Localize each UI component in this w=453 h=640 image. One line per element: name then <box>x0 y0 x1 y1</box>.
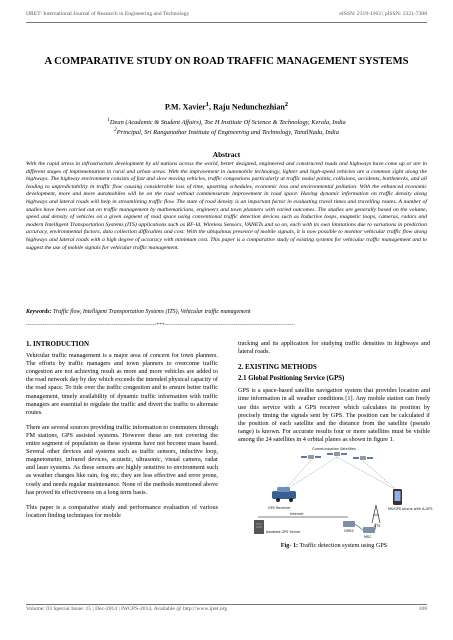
label-satellites: Communication Satellites <box>312 447 356 452</box>
abstract-heading: Abstract <box>212 150 241 159</box>
label-bts: BTS <box>374 524 381 529</box>
affiliation-2 <box>0 127 453 136</box>
author-1: P.M. Xavier <box>164 102 206 112</box>
affiliation-1 <box>0 117 453 126</box>
authors <box>0 101 453 112</box>
running-header <box>26 11 427 17</box>
methods-heading: 2. EXISTING METHODS <box>238 363 317 372</box>
label-mobile: MS/GPS phone with A-GPS <box>388 507 433 512</box>
keywords-text: Traffic flow, Intelligent Transportation Systems (ITS), Vehicular traffic management <box>51 309 251 315</box>
intro-paragraph-2: There are several sources providing traffic information to commuters through FM stations, GPS assisted systems. However these are not covering the entire segment of population as these systems have not become mass based. Several other devices and systems such as traffic sensors, inductive loop, magnetometer, infrared devices, acoustic, ultrasonic, visual camera, radar and laser systems. As these sensors are highly sensitive to environment such as weather changes like rain, fog etc, they are less effective and error prone, costly and needs regular maintenance. None of the methods mentioned above has proved its effectiveness on a long term basis. <box>26 423 218 496</box>
footer-volume: Volume: 03 Special Issue: 15 | Dec-2014 | IWCPS-2014, Available @ http://www.ijret.org <box>26 606 228 612</box>
paper-title: A COMPARATIVE STUDY ON ROAD TRAFFIC MANAGEMENT SYSTEMS <box>44 56 409 67</box>
label-msc: MSC <box>364 535 372 540</box>
gps-diagram <box>248 447 433 540</box>
right-column <box>238 340 433 550</box>
author-1-sup: 1 <box>205 101 209 108</box>
mobile-phone-icon <box>393 489 402 505</box>
keywords <box>26 309 427 315</box>
satellite-icon <box>327 452 347 456</box>
figure-caption <box>238 542 430 550</box>
label-internet: Internet <box>290 512 304 517</box>
gps-subheading: 2.1 Global Positioning Service (GPS) <box>238 375 345 383</box>
intro-paragraph-3: This paper is a comparative study and performance evaluation of various location finding techniques for mobile <box>26 503 218 519</box>
label-receiver: GPS Receiver <box>268 506 291 511</box>
footer-rule <box>26 604 427 605</box>
issn: eISSN: 2319-1163 | pISSN: 2321-7308 <box>339 11 427 17</box>
left-column <box>26 340 218 527</box>
intro-continuation: tracking and its application for studying traffic densities in highways and lateral roads. <box>238 340 430 356</box>
gmsc-icon <box>343 521 355 527</box>
gmsc-msc-link <box>355 524 363 530</box>
gps-figure <box>248 447 433 540</box>
section-separator: ----------------------------------------------------------------------***---------------------------------------------------------------------- <box>26 323 296 328</box>
satellite-icon <box>353 456 373 460</box>
author-separator: , <box>209 102 213 112</box>
affiliation-2-sup: 2 <box>114 127 117 133</box>
server-icon <box>254 520 264 534</box>
page-number: 108 <box>418 606 427 612</box>
abstract-text: With the rapid stress in infrastructure development by all nations across the world, better designed, engineered and constructed roads and highways have come up or are in different stages of implementation in rural and urban areas. With the improvement in automobile technology, lighter and high-speed vehicles are a common sight along the highways. The highway environment consists of fast and slow moving vehicles, traffic congestions particularly at traffic nodal points, collisions, accidents, bottlenecks, and all leading to unpredictability in traffic flow causing considerable loss of time, upsetting schedules, economic loss and environmental pollution. With the enhanced economic development, more and more automobiles will be on the road without commensurate improvement in road space. Having dynamic information on traffic density along highways and lateral roads will help in streamlining traffic flow. The state of road density is an important factor in evaluating travel times and travelling routes. A number of studies have been carried out on traffic management by mathematicians, engineers and town planners with varied outcomes. The studies are generally based on the volume, speed and density of vehicles on a given segment of road space using conventional traffic detection devices such as Inductive loops, magnetic loops, cameras, radars and modern Intelligent Transportation Systems (ITS) applications such as RF-Id, Wireless Sensors, VANETs and so on, each with its own limitations due to variations in prediction accuracy, environmental factors, data collection difficulties and cost. With the ubiquitous presence of mobile signals, it is now possible to monitor vehicular traffic flow along highways and lateral roads with a high degree of accuracy with minimum cost. This paper is a comparative study of existing systems for vehicular traffic management and to suggest the use of mobile signals for vehicular traffic management. <box>26 161 427 251</box>
running-footer <box>26 606 427 612</box>
intro-paragraph-1: Vehicular traffic management is a major area of concern for town planners. The efforts by traffic managers and town planners to overcome traffic congestion are not achieving result as more and more vehicles are added to the road network day by day which exceeds the intended physical capacity of the road space. To tide over the traffic congestion and to ensure better traffic management, timely availability of dynamic traffic information with traffic managers are essential to regulate the traffic and divert the traffic to alternate routes. <box>26 352 218 416</box>
label-server: Assisted-GPS Server <box>266 530 301 535</box>
affiliation-1-sup: 1 <box>107 117 110 123</box>
car-icon <box>272 487 296 502</box>
figure-caption-text: Traffic detection system using GPS <box>298 542 388 550</box>
intro-heading: 1. INTRODUCTION <box>26 340 90 348</box>
affiliation-1-text: Dean (Academic & Student Affairs), Toc H Institute Of Science & Technology, Kerala, India <box>109 119 346 127</box>
label-gmsc: GMSC <box>344 529 355 534</box>
satellite-icon <box>301 455 321 459</box>
gps-paragraph: GPS is a space-based satellite navigation system that provides location and time information in all weather conditions [1]. Any mobile station can freely use this service with a GPS receiver which calculates its position by precisely timing the signals sent by GPS. The position can be calculated if the position of each satellite and the distance from the satellite (pseudo range) is known. For accurate results four or more satellites must be visible among the 24 satellites in 4 orbital planes as shown in figure 1. <box>238 387 430 443</box>
bts-tower-icon <box>372 505 380 523</box>
affiliation-2-text: Principal, Sri Ranganathar Institute of Engineering and Technology, TamilNadu, India <box>116 129 339 137</box>
journal-name: IJRET: International Journal of Research in Engineering and Technology <box>26 11 190 17</box>
keywords-label: Keywords: <box>26 309 52 315</box>
author-2: Raju Nedunchezhian <box>213 102 285 112</box>
figure-caption-label: Fig- 1: <box>280 542 299 550</box>
header-rule <box>26 22 427 23</box>
author-2-sup: 2 <box>284 101 289 108</box>
signal-lines <box>284 457 398 491</box>
